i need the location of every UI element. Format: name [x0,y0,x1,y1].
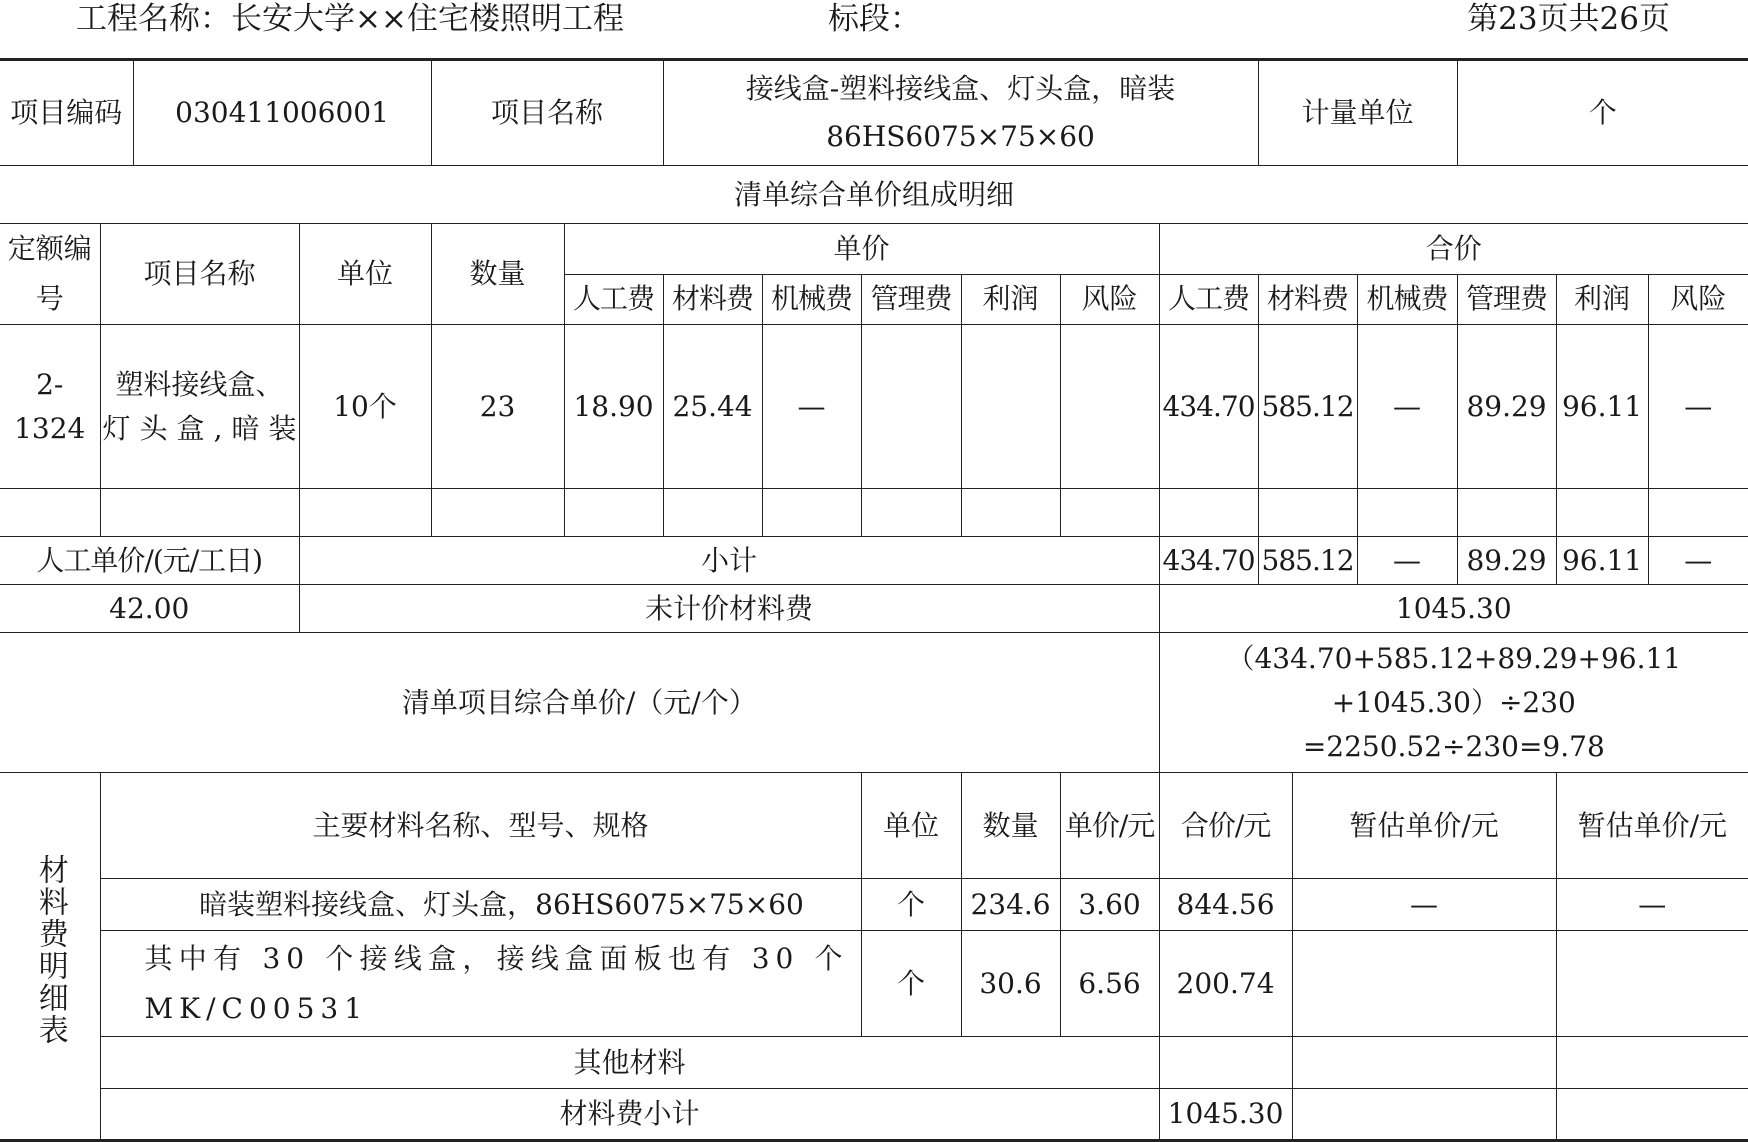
row-t-labor: 434.70 [1159,325,1258,489]
row-up-risk [1060,325,1159,489]
item-unit: 个 [1457,60,1748,166]
mat-col-est-unitprice: 暂估单价/元 [1292,773,1556,879]
row-t-profit: 96.11 [1556,325,1648,489]
sub-col-labor-total: 人工费 [1159,274,1258,325]
mat-row1-est-total: — [1556,879,1748,931]
row-t-material: 585.12 [1258,325,1357,489]
mat-row2-name [100,931,861,1037]
table-row [0,931,1748,1037]
materials-subtotal-row [0,1089,1748,1141]
item-unit-label: 计量单位 [1258,60,1457,166]
mat-row2-qty: 30.6 [961,931,1060,1037]
sub-col-machine: 机械费 [762,274,861,325]
sub-col-material: 材料费 [663,274,762,325]
subtotal-material: 585.12 [1258,537,1357,585]
detail-title: 清单综合单价组成明细 [0,166,1748,224]
subtotal-row [0,537,1748,585]
sub-col-profit: 利润 [961,274,1060,325]
sub-col-mgmt: 管理费 [861,274,961,325]
row-name: 塑料接线盒、灯头盒,暗装 [100,325,299,489]
mat-row2-unit: 个 [861,931,961,1037]
materials-side-label: 材料费明细表 [32,853,68,1046]
section-label: 标段： [828,1,921,37]
subtotal-profit: 96.11 [1556,537,1648,585]
mat-col-qty: 数量 [961,773,1060,879]
sub-col-risk: 风险 [1060,274,1159,325]
mat-row1-est-unitprice: — [1292,879,1556,931]
composite-label: 清单项目综合单价/（元/个） [0,633,1159,773]
detail-header-row [0,224,1748,275]
col-item: 项目名称 [100,224,299,325]
subtotal-labor: 434.70 [1159,537,1258,585]
subtotal-machine: — [1357,537,1457,585]
item-name-label: 项目名称 [431,60,663,166]
col-quota: 定额编号 [0,224,100,325]
row-up-labor: 18.90 [564,325,663,489]
mat-row1-qty: 234.6 [961,879,1060,931]
table-row [0,879,1748,931]
row-quota: 2-1324 [0,325,100,489]
mat-row1-unitprice: 3.60 [1060,879,1159,931]
mat-row2-est-unitprice [1292,931,1556,1037]
mat-row2-name-text: 其中有 30 个接线盒，接线盒面板也有 30 个MK/C00531 [144,941,849,1025]
mat-row2-est-total [1556,931,1748,1037]
other-materials-row [0,1037,1748,1089]
row-up-material: 25.44 [663,325,762,489]
empty-row [0,489,1748,537]
labor-price-label: 人工单价/(元/工日) [0,537,299,585]
col-unitprice: 单价 [564,224,1159,275]
detail-title-row [0,166,1748,224]
mat-row1-unit: 个 [861,879,961,931]
mat-row1-total: 844.56 [1159,879,1292,931]
page-header [0,0,1748,58]
materials-subtotal-label: 材料费小计 [100,1089,1159,1141]
unpriced-label: 未计价材料费 [299,585,1159,633]
labor-price: 42.00 [0,585,299,633]
unpriced-row [0,585,1748,633]
item-code-label: 项目编码 [0,60,133,166]
materials-header-row [0,773,1748,879]
composite-row [0,633,1748,773]
mat-col-unitprice: 单价/元 [1060,773,1159,879]
row-qty: 23 [431,325,564,489]
mat-col-total: 合价/元 [1159,773,1292,879]
mat-row1-name: 暗装塑料接线盒、灯头盒，86HS6075×75×60 [100,879,861,931]
row-t-risk: — [1648,325,1748,489]
project-name: 工程名称：长安大学××住宅楼照明工程 [76,1,624,37]
sub-col-profit-total: 利润 [1556,274,1648,325]
row-up-machine: — [762,325,861,489]
subtotal-label: 小计 [299,537,1159,585]
subtotal-mgmt: 89.29 [1457,537,1556,585]
col-unit: 单位 [299,224,431,325]
mat-col-unit: 单位 [861,773,961,879]
composite-formula: （434.70+585.12+89.29+96.11 +1045.30）÷230 =2250.52÷230=9.78 [1159,633,1748,773]
sub-col-labor: 人工费 [564,274,663,325]
row-up-mgmt [861,325,961,489]
unit-price-analysis-table [0,58,1748,1142]
item-name: 接线盒-塑料接线盒、灯头盒，暗装 86HS6075×75×60 [663,60,1258,166]
sub-col-risk-total: 风险 [1648,274,1748,325]
subtotal-risk: — [1648,537,1748,585]
item-code: 030411006001 [133,60,431,166]
row-t-machine: — [1357,325,1457,489]
col-total: 合价 [1159,224,1748,275]
other-materials-label: 其他材料 [100,1037,1159,1089]
page-number: 第23页共26页 [1467,1,1670,37]
mat-col-est-total: 暂估单价/元 [1556,773,1748,879]
mat-row2-total: 200.74 [1159,931,1292,1037]
table-row [0,325,1748,489]
materials-side-cell [0,773,100,1141]
unpriced-value: 1045.30 [1159,585,1748,633]
mat-row2-unitprice: 6.56 [1060,931,1159,1037]
sub-col-material-total: 材料费 [1258,274,1357,325]
sub-col-mgmt-total: 管理费 [1457,274,1556,325]
row-up-profit [961,325,1060,489]
mat-col-name: 主要材料名称、型号、规格 [100,773,861,879]
item-info-row [0,60,1748,166]
materials-subtotal: 1045.30 [1159,1089,1292,1141]
row-unit: 10个 [299,325,431,489]
sub-col-machine-total: 机械费 [1357,274,1457,325]
col-qty: 数量 [431,224,564,325]
row-t-mgmt: 89.29 [1457,325,1556,489]
